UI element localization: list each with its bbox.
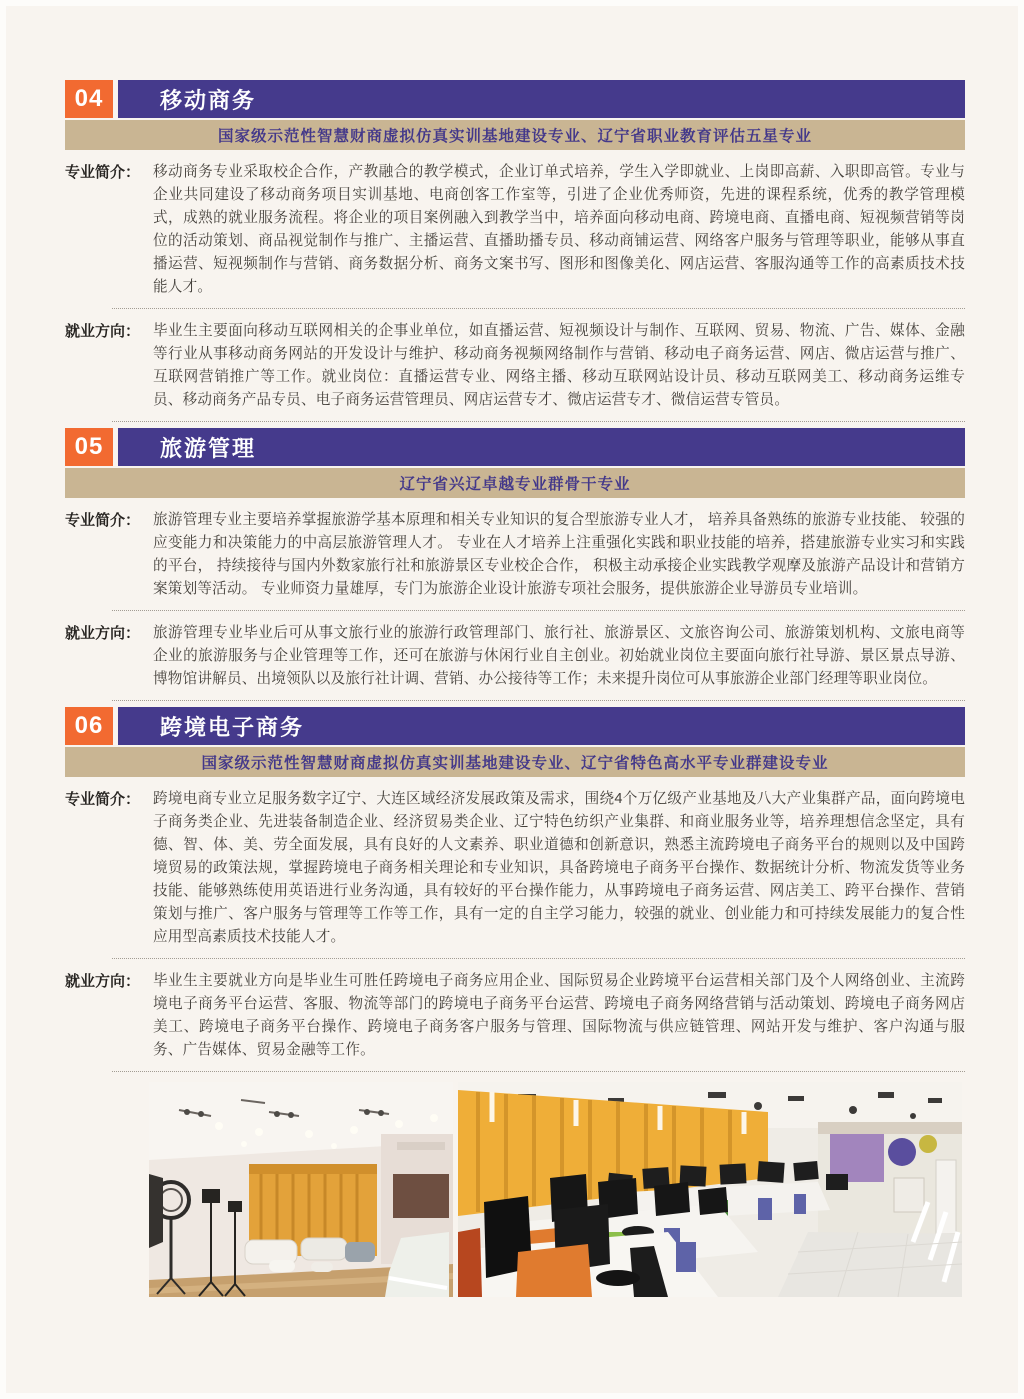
section-title: 旅游管理 — [160, 435, 257, 461]
section-title: 移动商务 — [160, 87, 257, 113]
computer-lab-photo — [458, 1082, 962, 1297]
section-title-bar — [118, 428, 965, 466]
career-label: 就业方向： — [65, 625, 141, 642]
section-title-bar — [118, 80, 965, 118]
intro-text: 跨境电商专业立足服务数字辽宁、大连区域经济发展政策及需求，围绕4个万亿级产业基地及八大产业集群产品，面向跨境电子商务类企业、先进装备制造企业、经济贸易类企业、辽宁特色纺织产业集群、和商业服务业等，培养理想信念坚定，具有德、智、体、美、劳全面发展，具有良好的人文素养、职业道德和创新意识，熟悉主流跨境电子商务平台的规则以及中国跨境贸易的政策法规，掌握跨境电子商务相关理论和专业知识，具备跨境电子商务平台操作、数据统计分析、物流发货等业务技能、能够熟练使用英语进行业务沟通，具有较好的平台操作能力，从事跨境电子商务运营、网店美工、跨平台操作、营销策划与推广、客户服务与管理等工作等工作，具有一定的自主学习能力，较强的就业、创业能力和可持续发展能力的复合性应用型高素质技术技能人才。 — [153, 791, 965, 945]
intro-label: 专业简介： — [65, 512, 141, 529]
section-photos — [149, 1082, 965, 1297]
dotted-divider — [112, 421, 965, 422]
career-paragraph — [65, 622, 965, 691]
career-text: 旅游管理专业毕业后可从事文旅行业的旅游行政管理部门、旅行社、旅游景区、文旅咨询公司、旅游策划机构、文旅电商等企业的旅游服务与企业管理等工作，还可在旅游与休闲行业自主创业。初始就业岗位主要面向旅行社导游、景区景点导游、博物馆讲解员、出境领队以及旅行社计调、营销、办公接待等工作；未来提升岗位可从事旅游企业部门经理等职业岗位。 — [153, 625, 965, 687]
dotted-divider — [112, 700, 965, 701]
dotted-divider — [112, 958, 965, 959]
section-header — [65, 428, 965, 466]
dotted-divider — [112, 308, 965, 309]
section-header — [65, 707, 965, 745]
section-mobile-commerce — [65, 80, 965, 422]
career-label: 就业方向： — [65, 973, 141, 990]
section-subtitle-bar: 国家级示范性智慧财商虚拟仿真实训基地建设专业、辽宁省职业教育评估五星专业 — [65, 120, 965, 150]
section-title-bar — [118, 707, 965, 745]
career-text: 毕业生主要就业方向是毕业生可胜任跨境电子商务应用企业、国际贸易企业跨境平台运营相关部门及个人网络创业、主流跨境电子商务平台运营、客服、物流等部门的跨境电子商务平台运营、跨境电子商务网络营销与活动策划、跨境电子商务网店美工、跨境电子商务平台操作、跨境电子商务客户服务与管理、国际物流与供应链管理、网站开发与维护、客户沟通与服务、广告媒体、贸易金融等工作。 — [153, 973, 965, 1058]
career-paragraph — [65, 320, 965, 412]
dotted-divider — [112, 610, 965, 611]
dotted-divider — [112, 1071, 965, 1072]
livestream-studio-photo — [149, 1082, 453, 1297]
intro-text: 移动商务专业采取校企合作，产教融合的教学模式，企业订单式培养，学生入学即就业、上岗即高薪、入职即高管。专业与企业共同建设了移动商务项目实训基地、电商创客工作室等，引进了企业优秀师资，先进的课程系统，优秀的教学管理模式，成熟的就业服务流程。将企业的项目案例融入到教学当中，培养面向移动电商、跨境电商、直播电商、短视频营销等岗位的活动策划、商品视觉制作与推广、主播运营、直播助播专员、移动商铺运营、网络客户服务与管理等职业，能够从事直播运营、短视频制作与营销、商务数据分析、商务文案书写、图形和图像美化、网店运营、客服沟通等工作的高素质技术技能人才。 — [153, 164, 965, 295]
section-title: 跨境电子商务 — [160, 714, 305, 740]
career-paragraph — [65, 970, 965, 1062]
intro-text: 旅游管理专业主要培养掌握旅游学基本原理和相关专业知识的复合型旅游专业人才， 培养具备熟练的旅游专业技能、 较强的应变能力和决策能力的中高层旅游管理人才。 专业在人才培养上注重强化实践和职业技能的培养，搭建旅游专业实习和实践的平台， 持续接待与国内外数家旅行社和旅游景区专业校企合作， 积极主动承接企业实践教学观摩及旅游产品设计和营销方案策划等活动。 专业师资力量雄厚，专门为旅游企业设计旅游专项社会服务，提供旅游企业导游员专业培训。 — [153, 512, 965, 597]
section-number-badge: 04 — [65, 80, 113, 118]
career-label: 就业方向： — [65, 323, 141, 340]
section-subtitle-bar: 辽宁省兴辽卓越专业群骨干专业 — [65, 468, 965, 498]
intro-label: 专业简介： — [65, 791, 141, 808]
intro-paragraph — [65, 788, 965, 949]
section-number-badge: 06 — [65, 707, 113, 745]
intro-paragraph — [65, 509, 965, 601]
section-subtitle-bar: 国家级示范性智慧财商虚拟仿真实训基地建设专业、辽宁省特色高水平专业群建设专业 — [65, 747, 965, 777]
intro-paragraph — [65, 161, 965, 299]
intro-label: 专业简介： — [65, 164, 141, 181]
section-number-badge: 05 — [65, 428, 113, 466]
section-tourism-management — [65, 428, 965, 701]
section-header — [65, 80, 965, 118]
career-text: 毕业生主要面向移动互联网相关的企事业单位，如直播运营、短视频设计与制作、互联网、贸易、物流、广告、媒体、金融等行业从事移动商务网站的开发设计与维护、移动商务视频网络制作与营销、移动电子商务运营、网店、微店运营与推广、互联网营销推广等工作。就业岗位：直播运营专业、网络主播、移动互联网站设计员、移动互联网美工、移动商务运维专员、移动商务产品专员、电子商务运营管理员、网店运营专才、微店运营专才、微信运营专管员。 — [153, 323, 965, 408]
section-cross-border-ecommerce — [65, 707, 965, 1297]
